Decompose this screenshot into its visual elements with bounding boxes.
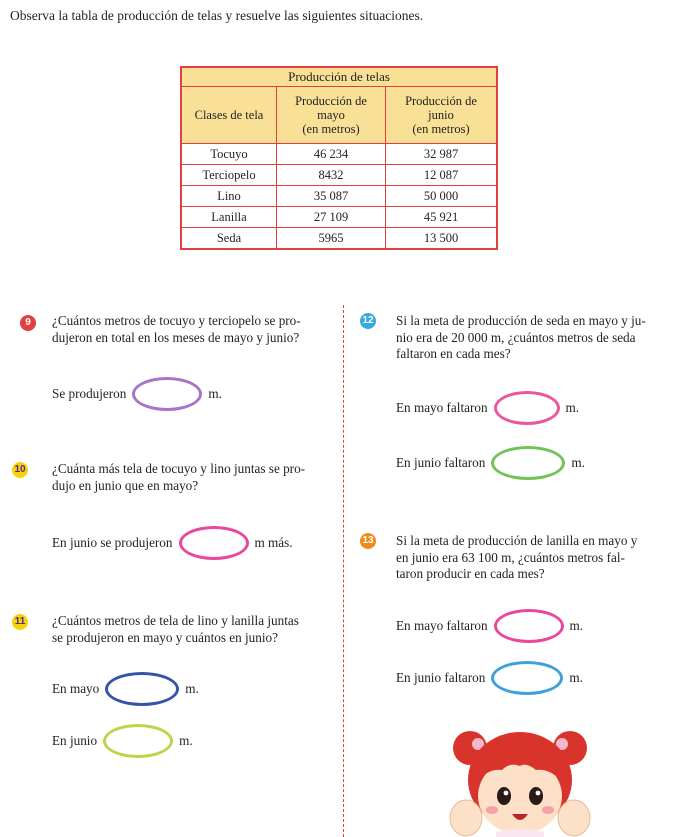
question-11-badge: 11	[12, 614, 28, 630]
column-divider	[343, 305, 344, 837]
question-12-answer-june: En junio faltaron m.	[396, 446, 585, 480]
answer-oval-q13-may[interactable]	[494, 609, 564, 643]
header-may-production: Producción de mayo (en metros)	[277, 87, 386, 144]
table-row: Lanilla 27 109 45 921	[181, 207, 497, 228]
question-13-badge: 13	[360, 533, 376, 549]
answer-oval-q11-may[interactable]	[105, 672, 179, 706]
table-row: Terciopelo 8432 12 087	[181, 165, 497, 186]
question-9-badge: 9	[20, 315, 36, 331]
question-12-text: Si la meta de producción de seda en mayo y ju- nio era de 20 000 m, ¿cuántos metros de seda faltaron en cada mes?	[396, 313, 646, 361]
table-title: Producción de telas	[181, 67, 497, 87]
question-10-text: ¿Cuánta más tela de tocuyo y lino juntas se pro- dujo en junio que en mayo?	[52, 461, 306, 493]
answer-oval-q10[interactable]	[179, 526, 249, 560]
instructions-text: Observa la tabla de producción de telas y resuelve las siguientes situaciones.	[10, 8, 424, 23]
table-row: Lino 35 087 50 000	[181, 186, 497, 207]
question-11-answer-june: En junio m.	[52, 724, 193, 758]
answer-oval-q9[interactable]	[132, 377, 202, 411]
answer-oval-q12-june[interactable]	[491, 446, 565, 480]
answer-oval-q13-june[interactable]	[491, 661, 563, 695]
table-row: Seda 5965 13 500	[181, 228, 497, 250]
question-13-answer-june: En junio faltaron m.	[396, 661, 583, 695]
question-13-text: Si la meta de producción de lanilla en mayo y en junio era 63 100 m, ¿cuántos metros fal- taron producir en cada mes?	[396, 533, 638, 581]
question-11-answer-may: En mayo m.	[52, 672, 199, 706]
answer-oval-q12-may[interactable]	[494, 391, 560, 425]
question-12-answer-may: En mayo faltaron m.	[396, 391, 579, 425]
table-row: Tocuyo 46 234 32 987	[181, 144, 497, 165]
question-12-badge: 12	[360, 313, 376, 329]
question-11-text: ¿Cuántos metros de tela de lino y lanilla juntas se produjeron en mayo y cuántos en junio?	[52, 613, 299, 645]
answer-oval-q11-june[interactable]	[103, 724, 173, 758]
girl-mascot-illustration	[440, 718, 600, 837]
question-13-answer-may: En mayo faltaron m.	[396, 609, 583, 643]
question-9-answer: Se produjeron m.	[52, 377, 222, 411]
header-june-production: Producción de junio (en metros)	[386, 87, 498, 144]
question-10-answer: En junio se produjeron m más.	[52, 526, 293, 560]
header-fabric-type: Clases de tela	[181, 87, 277, 144]
question-9-text: ¿Cuántos metros de tocuyo y terciopelo se pro- dujeron en total en los meses de mayo y junio?	[52, 313, 301, 345]
production-table	[180, 66, 498, 250]
question-10-badge: 10	[12, 462, 28, 478]
